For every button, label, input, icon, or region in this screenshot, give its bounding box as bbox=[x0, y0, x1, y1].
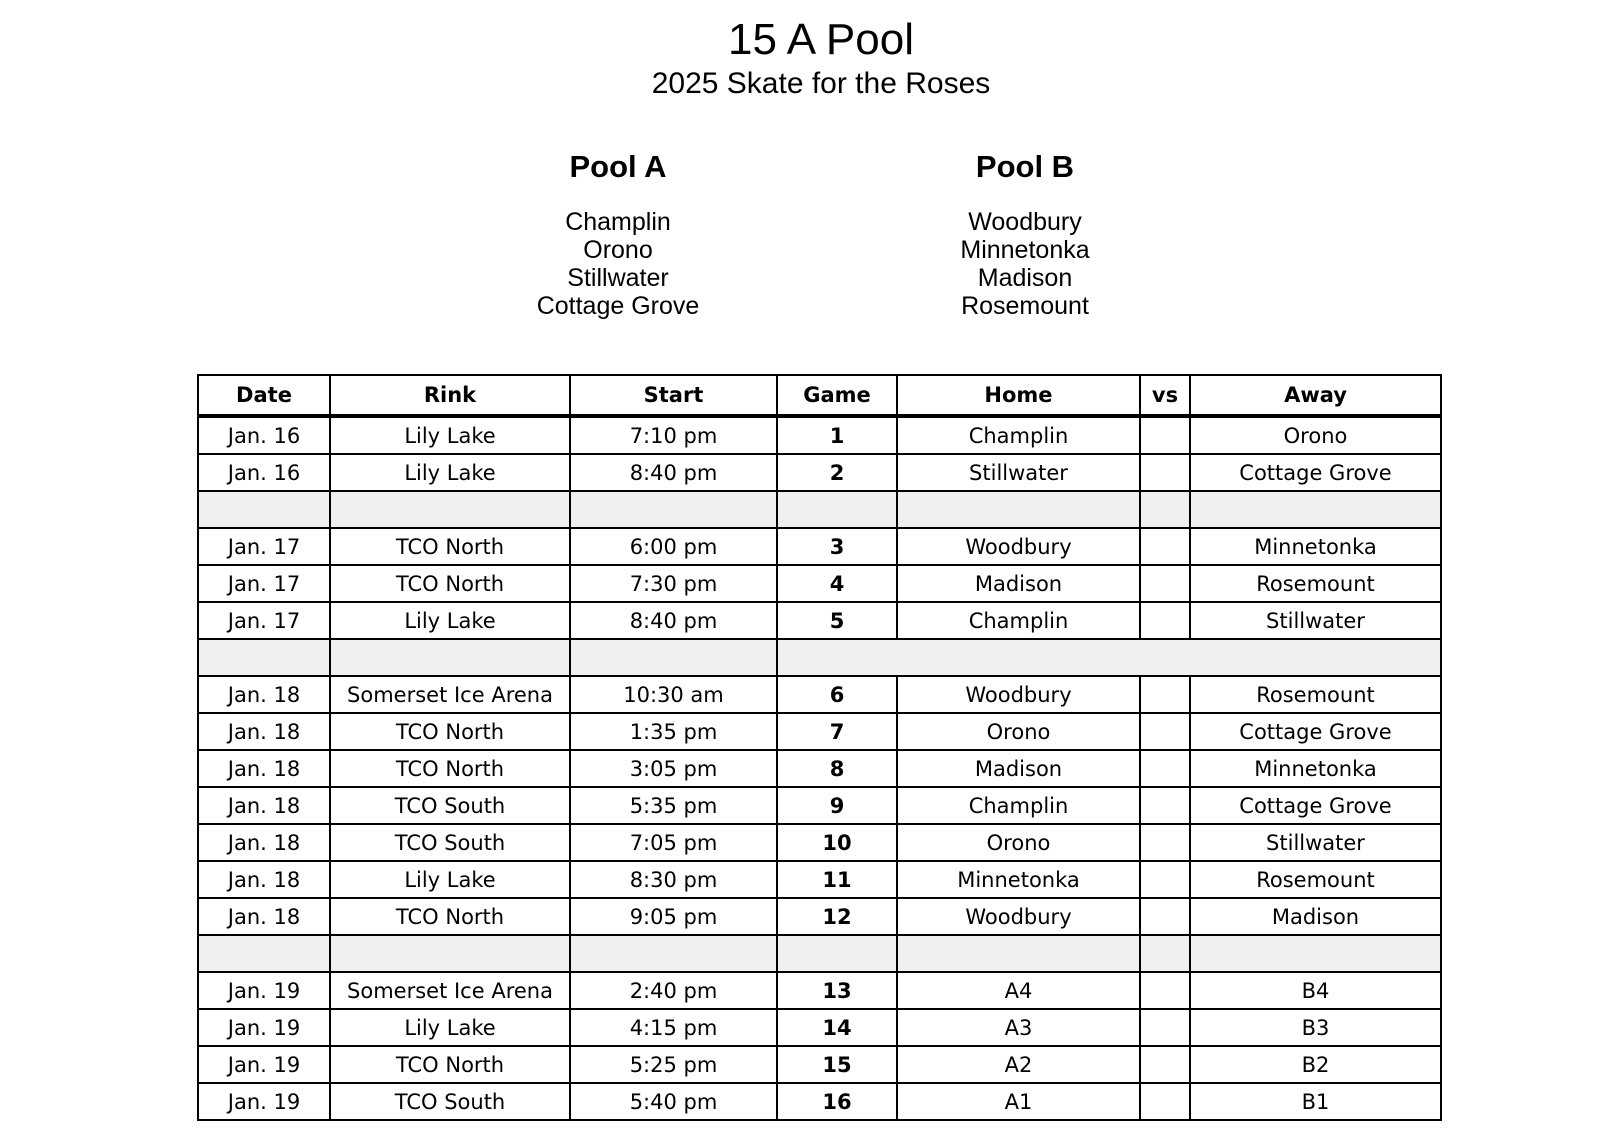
vs-cell bbox=[1140, 713, 1190, 750]
away-cell: Rosemount bbox=[1190, 565, 1441, 602]
vs-cell bbox=[1140, 454, 1190, 491]
date-cell: Jan. 19 bbox=[198, 972, 330, 1009]
away-cell: Orono bbox=[1190, 416, 1441, 454]
start-cell: 7:30 pm bbox=[570, 565, 777, 602]
col-header-start: Start bbox=[570, 375, 777, 416]
pool-a-team: Champlin bbox=[565, 208, 671, 236]
pool-b-teams bbox=[875, 208, 1175, 320]
date-cell: Jan. 16 bbox=[198, 416, 330, 454]
game-cell: 14 bbox=[777, 1009, 897, 1046]
pool-b-title: Pool B bbox=[975, 149, 1075, 184]
spacer-cell bbox=[897, 491, 1140, 528]
pool-b-team: Madison bbox=[977, 264, 1073, 292]
home-cell: Orono bbox=[897, 713, 1140, 750]
start-cell: 2:40 pm bbox=[570, 972, 777, 1009]
vs-cell bbox=[1140, 565, 1190, 602]
home-cell: Stillwater bbox=[897, 454, 1140, 491]
game-cell: 3 bbox=[777, 528, 897, 565]
game-cell: 15 bbox=[777, 1046, 897, 1083]
spacer-cell bbox=[777, 639, 1441, 676]
date-cell: Jan. 19 bbox=[198, 1046, 330, 1083]
home-cell: A2 bbox=[897, 1046, 1140, 1083]
home-cell: Champlin bbox=[897, 416, 1140, 454]
spacer-cell bbox=[777, 491, 897, 528]
rink-cell: TCO North bbox=[330, 565, 570, 602]
table-row bbox=[198, 565, 1441, 602]
vs-cell bbox=[1140, 750, 1190, 787]
pool-b-team: Rosemount bbox=[961, 292, 1089, 320]
col-header-home: Home bbox=[897, 375, 1140, 416]
spacer-cell bbox=[897, 935, 1140, 972]
rink-cell: TCO North bbox=[330, 713, 570, 750]
home-cell: Champlin bbox=[897, 602, 1140, 639]
spacer-cell bbox=[777, 935, 897, 972]
start-cell: 5:35 pm bbox=[570, 787, 777, 824]
table-row bbox=[198, 1046, 1441, 1083]
date-cell: Jan. 18 bbox=[198, 713, 330, 750]
col-header-rink: Rink bbox=[330, 375, 570, 416]
spacer-cell bbox=[1190, 491, 1441, 528]
pool-b-team: Woodbury bbox=[968, 208, 1082, 236]
vs-cell bbox=[1140, 824, 1190, 861]
home-cell: A4 bbox=[897, 972, 1140, 1009]
home-cell: Woodbury bbox=[897, 898, 1140, 935]
table-row bbox=[198, 787, 1441, 824]
pool-a-team: Stillwater bbox=[567, 264, 669, 292]
vs-cell bbox=[1140, 602, 1190, 639]
vs-cell bbox=[1140, 1046, 1190, 1083]
rink-cell: TCO North bbox=[330, 1046, 570, 1083]
home-cell: Woodbury bbox=[897, 528, 1140, 565]
table-row bbox=[198, 676, 1441, 713]
start-cell: 10:30 am bbox=[570, 676, 777, 713]
vs-cell bbox=[1140, 676, 1190, 713]
start-cell: 7:10 pm bbox=[570, 416, 777, 454]
vs-cell bbox=[1140, 1083, 1190, 1120]
table-row bbox=[198, 454, 1441, 491]
date-cell: Jan. 19 bbox=[198, 1083, 330, 1120]
start-cell: 8:40 pm bbox=[570, 602, 777, 639]
date-cell: Jan. 18 bbox=[198, 676, 330, 713]
table-row bbox=[198, 713, 1441, 750]
away-cell: Madison bbox=[1190, 898, 1441, 935]
away-cell: Stillwater bbox=[1190, 824, 1441, 861]
start-cell: 8:30 pm bbox=[570, 861, 777, 898]
rink-cell: TCO South bbox=[330, 787, 570, 824]
start-cell: 3:05 pm bbox=[570, 750, 777, 787]
spacer-cell bbox=[1140, 491, 1190, 528]
away-cell: Cottage Grove bbox=[1190, 713, 1441, 750]
rink-cell: Lily Lake bbox=[330, 416, 570, 454]
pool-a-team: Orono bbox=[583, 236, 653, 264]
vs-cell bbox=[1140, 972, 1190, 1009]
col-header-game: Game bbox=[777, 375, 897, 416]
rink-cell: Lily Lake bbox=[330, 454, 570, 491]
spacer-row bbox=[198, 639, 1441, 676]
game-cell: 1 bbox=[777, 416, 897, 454]
away-cell: B1 bbox=[1190, 1083, 1441, 1120]
rink-cell: Somerset Ice Arena bbox=[330, 972, 570, 1009]
table-row bbox=[198, 750, 1441, 787]
spacer-row bbox=[198, 935, 1441, 972]
col-header-away: Away bbox=[1190, 375, 1441, 416]
table-row bbox=[198, 1009, 1441, 1046]
table-row bbox=[198, 1083, 1441, 1120]
pool-a-teams bbox=[468, 208, 768, 320]
vs-cell bbox=[1140, 861, 1190, 898]
vs-cell bbox=[1140, 528, 1190, 565]
home-cell: A3 bbox=[897, 1009, 1140, 1046]
date-cell: Jan. 17 bbox=[198, 528, 330, 565]
vs-cell bbox=[1140, 787, 1190, 824]
game-cell: 4 bbox=[777, 565, 897, 602]
col-header-vs: vs bbox=[1140, 375, 1190, 416]
spacer-row bbox=[198, 491, 1441, 528]
date-cell: Jan. 18 bbox=[198, 861, 330, 898]
rink-cell: Somerset Ice Arena bbox=[330, 676, 570, 713]
vs-cell bbox=[1140, 898, 1190, 935]
date-cell: Jan. 16 bbox=[198, 454, 330, 491]
home-cell: Madison bbox=[897, 565, 1140, 602]
game-cell: 8 bbox=[777, 750, 897, 787]
start-cell: 1:35 pm bbox=[570, 713, 777, 750]
start-cell: 4:15 pm bbox=[570, 1009, 777, 1046]
away-cell: Cottage Grove bbox=[1190, 787, 1441, 824]
spacer-cell bbox=[1190, 935, 1441, 972]
away-cell: B2 bbox=[1190, 1046, 1441, 1083]
table-row bbox=[198, 602, 1441, 639]
pool-a-title: Pool A bbox=[569, 149, 667, 184]
away-cell: B3 bbox=[1190, 1009, 1441, 1046]
start-cell: 6:00 pm bbox=[570, 528, 777, 565]
pool-b bbox=[875, 148, 1175, 320]
home-cell: Minnetonka bbox=[897, 861, 1140, 898]
pool-a-team: Cottage Grove bbox=[536, 292, 700, 320]
table-row bbox=[198, 898, 1441, 935]
start-cell: 5:40 pm bbox=[570, 1083, 777, 1120]
vs-cell bbox=[1140, 416, 1190, 454]
spacer-cell bbox=[1140, 935, 1190, 972]
start-cell: 7:05 pm bbox=[570, 824, 777, 861]
home-cell: Champlin bbox=[897, 787, 1140, 824]
game-cell: 6 bbox=[777, 676, 897, 713]
game-cell: 13 bbox=[777, 972, 897, 1009]
date-cell: Jan. 18 bbox=[198, 787, 330, 824]
start-cell: 8:40 pm bbox=[570, 454, 777, 491]
schedule-table bbox=[197, 374, 1442, 1121]
spacer-cell bbox=[570, 935, 777, 972]
spacer-cell bbox=[198, 935, 330, 972]
date-cell: Jan. 19 bbox=[198, 1009, 330, 1046]
table-row bbox=[198, 416, 1441, 454]
game-cell: 7 bbox=[777, 713, 897, 750]
spacer-cell bbox=[198, 639, 330, 676]
start-cell: 9:05 pm bbox=[570, 898, 777, 935]
vs-cell bbox=[1140, 1009, 1190, 1046]
date-cell: Jan. 18 bbox=[198, 898, 330, 935]
date-cell: Jan. 17 bbox=[198, 602, 330, 639]
rink-cell: Lily Lake bbox=[330, 1009, 570, 1046]
rink-cell: TCO South bbox=[330, 1083, 570, 1120]
game-cell: 10 bbox=[777, 824, 897, 861]
away-cell: Rosemount bbox=[1190, 861, 1441, 898]
table-row bbox=[198, 528, 1441, 565]
away-cell: Cottage Grove bbox=[1190, 454, 1441, 491]
date-cell: Jan. 18 bbox=[198, 750, 330, 787]
home-cell: Woodbury bbox=[897, 676, 1140, 713]
home-cell: Orono bbox=[897, 824, 1140, 861]
game-cell: 9 bbox=[777, 787, 897, 824]
game-cell: 2 bbox=[777, 454, 897, 491]
spacer-cell bbox=[330, 639, 570, 676]
spacer-cell bbox=[570, 491, 777, 528]
date-cell: Jan. 18 bbox=[198, 824, 330, 861]
away-cell: Stillwater bbox=[1190, 602, 1441, 639]
table-row bbox=[198, 861, 1441, 898]
rink-cell: TCO North bbox=[330, 750, 570, 787]
page-title: 15 A Pool bbox=[728, 15, 914, 64]
rink-cell: TCO North bbox=[330, 898, 570, 935]
rink-cell: Lily Lake bbox=[330, 861, 570, 898]
spacer-cell bbox=[330, 935, 570, 972]
away-cell: Minnetonka bbox=[1190, 528, 1441, 565]
away-cell: B4 bbox=[1190, 972, 1441, 1009]
date-cell: Jan. 17 bbox=[198, 565, 330, 602]
home-cell: A1 bbox=[897, 1083, 1140, 1120]
rink-cell: TCO North bbox=[330, 528, 570, 565]
spacer-cell bbox=[198, 491, 330, 528]
home-cell: Madison bbox=[897, 750, 1140, 787]
page-subtitle: 2025 Skate for the Roses bbox=[651, 67, 991, 100]
away-cell: Minnetonka bbox=[1190, 750, 1441, 787]
away-cell: Rosemount bbox=[1190, 676, 1441, 713]
rink-cell: Lily Lake bbox=[330, 602, 570, 639]
col-header-date: Date bbox=[198, 375, 330, 416]
pool-a bbox=[468, 148, 768, 320]
spacer-cell bbox=[330, 491, 570, 528]
rink-cell: TCO South bbox=[330, 824, 570, 861]
game-cell: 5 bbox=[777, 602, 897, 639]
start-cell: 5:25 pm bbox=[570, 1046, 777, 1083]
table-row bbox=[198, 824, 1441, 861]
game-cell: 11 bbox=[777, 861, 897, 898]
game-cell: 16 bbox=[777, 1083, 897, 1120]
game-cell: 12 bbox=[777, 898, 897, 935]
table-row bbox=[198, 972, 1441, 1009]
spacer-cell bbox=[570, 639, 777, 676]
pool-b-team: Minnetonka bbox=[960, 236, 1090, 264]
header-row bbox=[198, 375, 1441, 416]
